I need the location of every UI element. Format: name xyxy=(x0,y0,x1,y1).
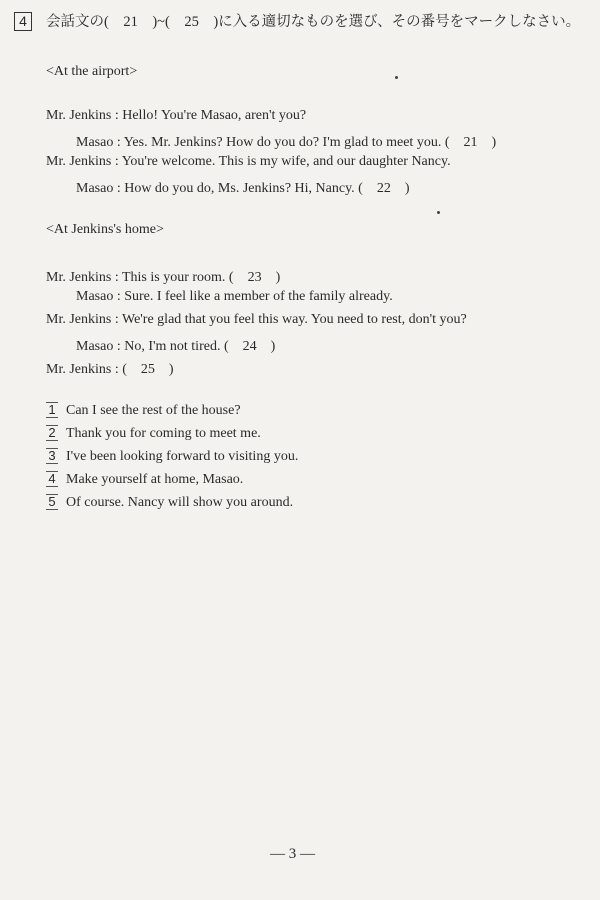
choice-number: 3 xyxy=(46,448,58,464)
dialogue-line-3: Mr. Jenkins : You're welcome. This is my wife, and our daughter Nancy. xyxy=(46,154,451,169)
dialogue-line-7: Mr. Jenkins : We're glad that you feel this way. You need to rest, don't you? xyxy=(46,312,467,327)
choice-number: 4 xyxy=(46,471,58,487)
choice-2[interactable] xyxy=(46,425,261,442)
speck xyxy=(437,211,440,214)
speck xyxy=(395,76,398,79)
dialogue-line-6: Masao : Sure. I feel like a member of the family already. xyxy=(76,289,393,304)
choice-number: 5 xyxy=(46,494,58,510)
choice-text: Of course. Nancy will show you around. xyxy=(66,495,294,510)
choice-3[interactable] xyxy=(46,448,298,465)
choice-text: Make yourself at home, Masao. xyxy=(66,472,244,487)
choice-text: Thank you for coming to meet me. xyxy=(66,426,261,441)
choice-text: Can I see the rest of the house? xyxy=(66,403,241,418)
scene-heading-home: <At Jenkins's home> xyxy=(46,222,164,237)
dialogue-line-9: Mr. Jenkins : ( 25 ) xyxy=(46,362,174,377)
dialogue-line-4: Masao : How do you do, Ms. Jenkins? Hi, Nancy. ( 22 ) xyxy=(76,181,410,196)
dialogue-line-5: Mr. Jenkins : This is your room. ( 23 ) xyxy=(46,270,281,285)
dialogue-line-1: Mr. Jenkins : Hello! You're Masao, aren't you? xyxy=(46,108,307,123)
question-number-box: 4 xyxy=(14,12,32,31)
choice-number: 2 xyxy=(46,425,58,441)
scene-heading-airport: <At the airport> xyxy=(46,64,138,79)
choice-4[interactable] xyxy=(46,471,243,488)
page-number: — 3 — xyxy=(270,846,315,862)
dialogue-line-8: Masao : No, I'm not tired. ( 24 ) xyxy=(76,339,276,354)
question-instruction: 会話文の( 21 )~( 25 )に入る適切なものを選び、その番号をマークしなさい。 xyxy=(46,14,581,30)
dialogue-line-2: Masao : Yes. Mr. Jenkins? How do you do? I'm glad to meet you. ( 21 ) xyxy=(76,135,497,150)
choice-5[interactable] xyxy=(46,494,293,511)
choice-1[interactable] xyxy=(46,402,241,419)
choice-number: 1 xyxy=(46,402,58,418)
choice-text: I've been looking forward to visiting you. xyxy=(66,449,299,464)
